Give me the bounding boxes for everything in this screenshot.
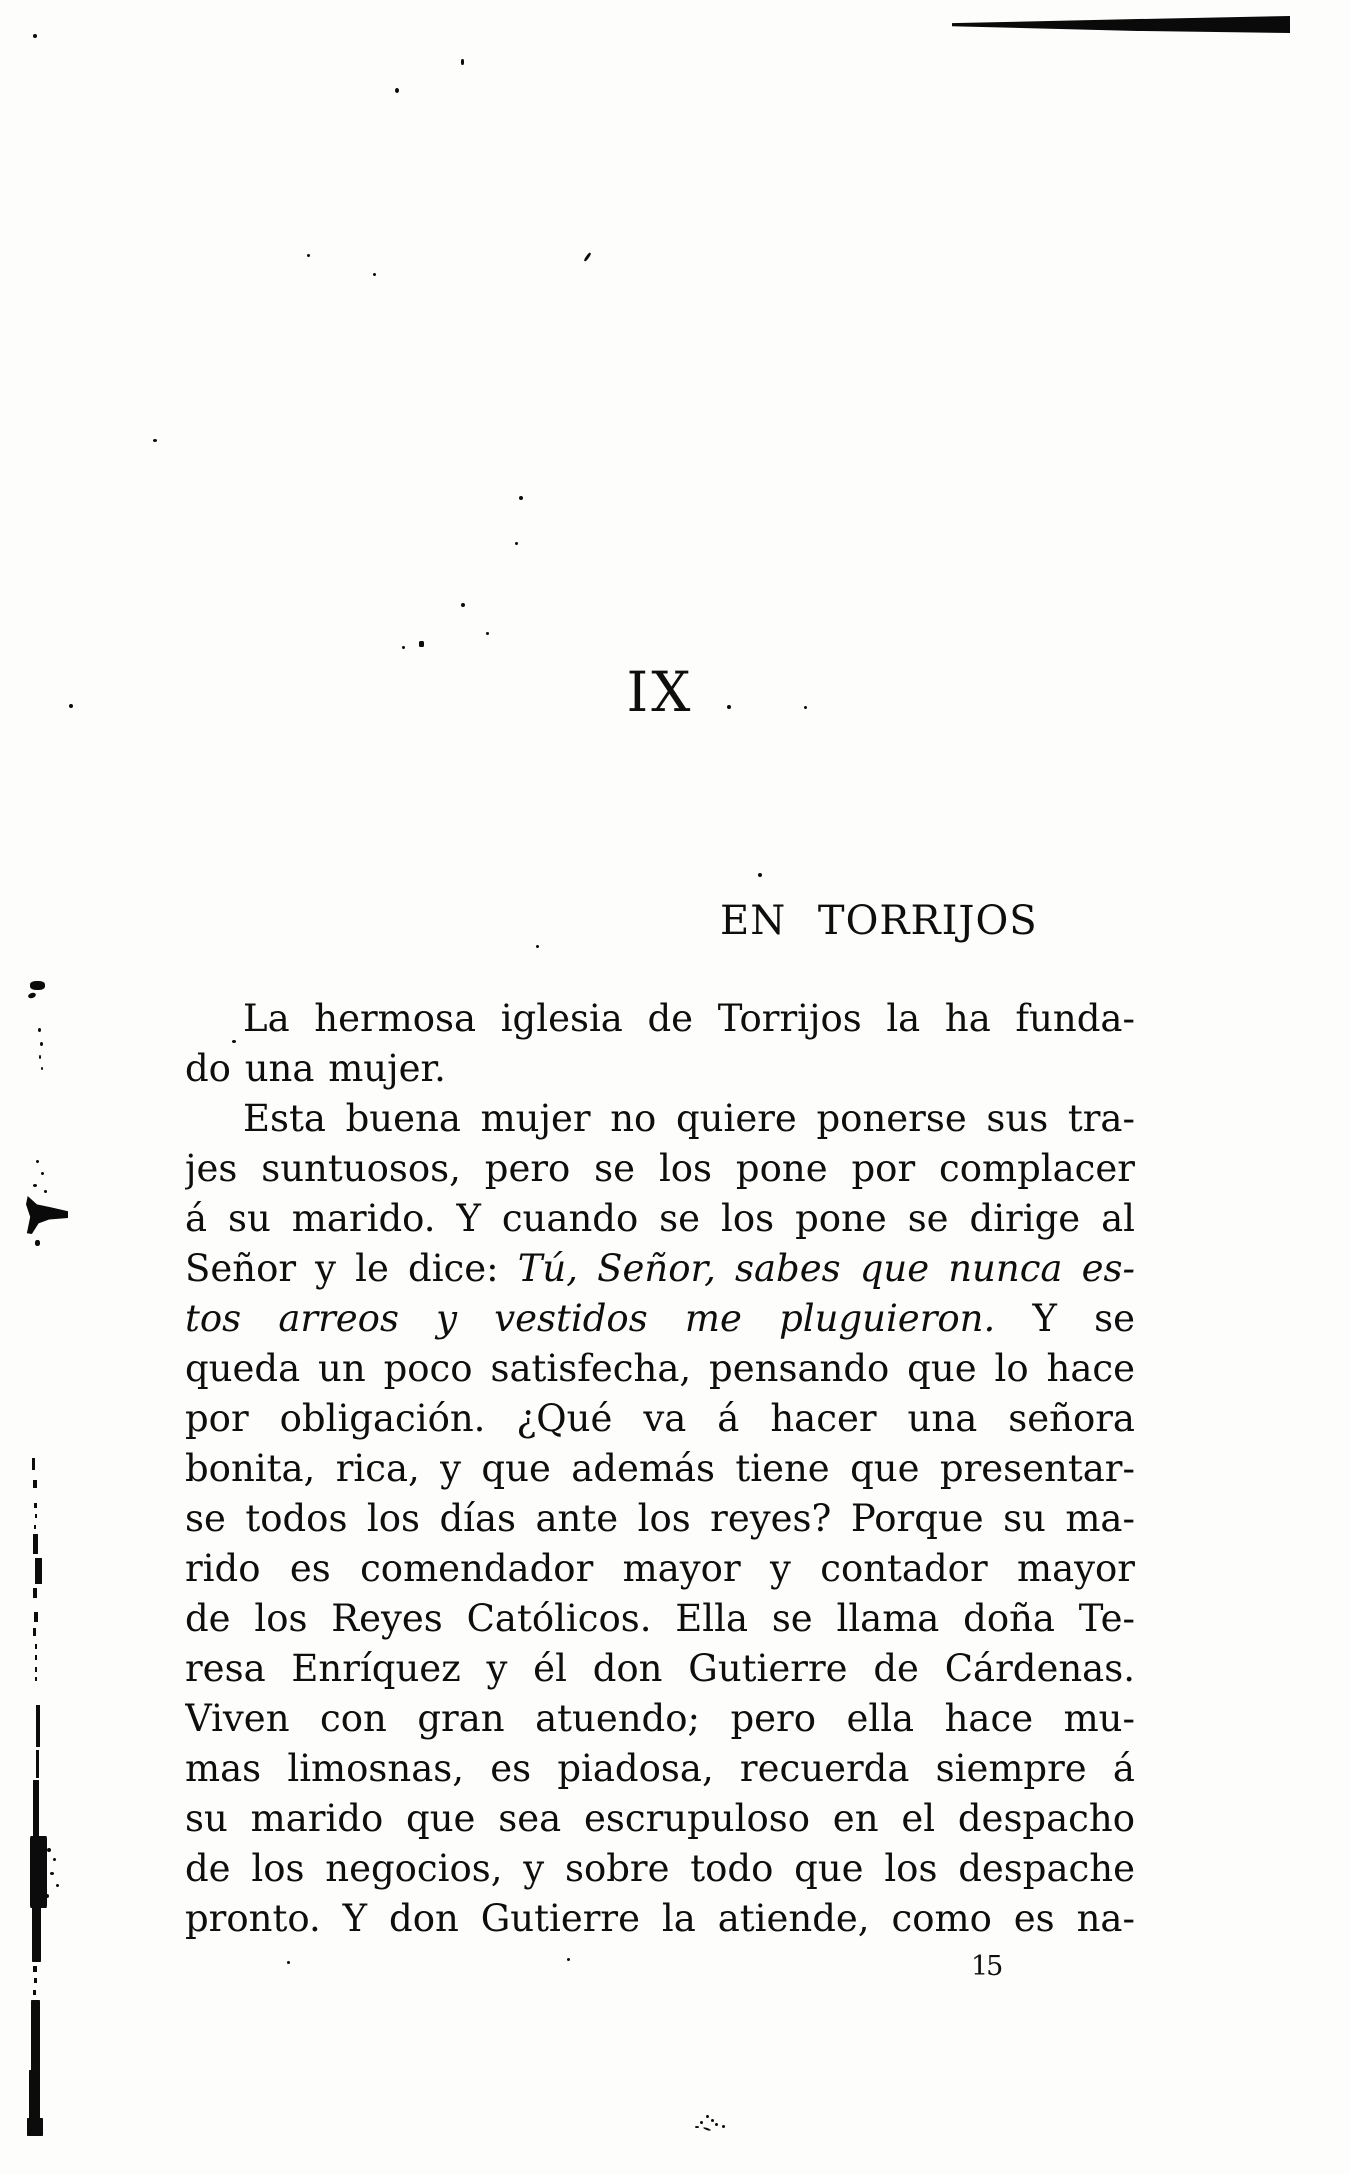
ink-mark — [715, 2123, 718, 2126]
ink-mark — [711, 2119, 714, 2122]
ink-mark — [758, 873, 762, 877]
roman-text: á su marido. Y cuando se los pone se dirige al — [185, 1197, 1135, 1240]
ink-mark — [40, 1042, 43, 1046]
italic-text: Tú, Señor, sabes que nunca es- — [517, 1247, 1135, 1290]
ink-mark — [35, 1514, 37, 1518]
ink-mark — [35, 1644, 37, 1649]
page-number: 15 — [971, 1951, 1002, 1982]
text-block — [185, 994, 1135, 1944]
ink-mark — [33, 1184, 37, 1187]
ink-mark — [695, 2126, 699, 2128]
ink-mark — [700, 2121, 703, 2124]
ink-mark — [307, 254, 310, 257]
text-line — [185, 1544, 1135, 1594]
italic-text: tos arreos y vestidos me pluguieron. — [185, 1297, 996, 1340]
ink-mark — [706, 2115, 709, 2118]
text-line — [185, 1044, 1135, 1094]
ink-mark — [722, 2125, 725, 2128]
section-title: EN TORRIJOS — [720, 898, 1038, 944]
ink-mark — [153, 439, 157, 442]
ink-mark — [33, 1780, 39, 1838]
text-line — [185, 1344, 1135, 1394]
ink-mark — [461, 603, 465, 607]
roman-text: mas limosnas, es piadosa, recuerda siempre á — [185, 1747, 1135, 1790]
ink-mark — [33, 1628, 36, 1636]
ink-mark — [35, 1677, 37, 1681]
ink-mark — [33, 34, 37, 38]
ink-mark — [41, 1172, 44, 1175]
text-line — [185, 1494, 1135, 1544]
ink-mark — [53, 1858, 56, 1861]
ink-mark — [33, 1534, 38, 1554]
text-line — [185, 1794, 1135, 1844]
ink-mark — [33, 1990, 36, 1995]
ink-mark — [419, 641, 424, 647]
roman-text: Y se — [995, 1297, 1135, 1340]
ink-mark — [402, 646, 405, 649]
ink-mark — [35, 1667, 37, 1672]
ink-mark — [39, 1055, 41, 1059]
roman-text: Viven con gran atuendo; pero ella hace mu- — [185, 1697, 1135, 1740]
roman-text: de los negocios, y sobre todo que los despache — [185, 1847, 1135, 1890]
ink-mark — [27, 2118, 43, 2136]
ink-mark — [32, 1906, 41, 1962]
ink-mark — [41, 1067, 43, 1070]
ink-mark — [536, 945, 539, 948]
ink-mark — [35, 1655, 37, 1660]
text-line — [185, 1644, 1135, 1694]
roman-text: por obligación. ¿Qué va á hacer una señora — [185, 1397, 1135, 1440]
ink-mark — [50, 1872, 54, 1875]
ink-mark — [38, 1028, 41, 1032]
ink-mark — [34, 1503, 37, 1508]
ink-mark — [44, 1190, 47, 1193]
roman-text: La hermosa iglesia de Torrijos la ha funda- — [243, 997, 1135, 1040]
text-line — [185, 1694, 1135, 1744]
ink-mark — [56, 1884, 59, 1887]
ink-mark — [35, 1240, 40, 1246]
roman-text: se todos los días ante los reyes? Porque su ma- — [185, 1497, 1135, 1540]
ink-mark — [34, 1978, 37, 1983]
ink-mark — [30, 1836, 47, 1908]
ink-mark — [69, 704, 73, 708]
text-line — [185, 1394, 1135, 1444]
ink-mark — [519, 496, 523, 500]
ink-mark — [34, 1612, 38, 1622]
margin-ink-blob — [26, 1196, 68, 1234]
roman-text: rido es comendador mayor y contador mayor — [185, 1547, 1135, 1590]
chapter-number-heading: IX — [626, 660, 694, 724]
ink-mark — [583, 252, 591, 262]
roman-text: Señor y le dice: — [185, 1247, 518, 1290]
ink-mark — [34, 1525, 36, 1529]
ink-mark — [33, 1966, 37, 1972]
text-line — [185, 994, 1135, 1044]
roman-text: jes suntuosos, pero se los pone por complacer — [185, 1147, 1135, 1190]
roman-text: resa Enríquez y él don Gutierre de Cárdenas. — [185, 1647, 1135, 1690]
ink-mark — [36, 1750, 39, 1778]
ink-mark — [703, 2127, 711, 2132]
ink-mark — [35, 1558, 42, 1584]
text-line — [185, 1594, 1135, 1644]
ink-mark — [36, 1705, 40, 1747]
ink-mark — [31, 2000, 40, 2072]
ink-mark — [29, 2070, 40, 2122]
ink-mark — [461, 59, 464, 65]
text-line — [185, 1844, 1135, 1894]
roman-text: pronto. Y don Gutierre la atiende, como es na- — [185, 1897, 1135, 1940]
ink-mark — [486, 632, 489, 635]
text-line — [185, 1094, 1135, 1144]
ink-mark — [32, 1458, 35, 1470]
ink-mark — [30, 981, 45, 990]
ink-mark — [515, 542, 518, 545]
text-line — [185, 1244, 1135, 1294]
roman-text: do una mujer. — [185, 1047, 446, 1090]
ink-mark — [395, 88, 399, 93]
ink-mark — [567, 1958, 570, 1961]
ink-mark — [33, 1480, 37, 1488]
roman-text: bonita, rica, y que además tiene que presentar- — [185, 1447, 1135, 1490]
ink-mark — [45, 1894, 49, 1898]
text-line — [185, 1194, 1135, 1244]
top-edge-scan-mark — [952, 16, 1290, 33]
ink-mark — [33, 1588, 37, 1598]
ink-mark — [27, 992, 36, 999]
ink-mark — [36, 1160, 39, 1163]
text-line — [185, 1294, 1135, 1344]
text-line — [185, 1894, 1135, 1944]
roman-text: su marido que sea escrupuloso en el despacho — [185, 1797, 1135, 1840]
roman-text: Esta buena mujer no quiere ponerse sus tra- — [243, 1097, 1135, 1140]
text-line — [185, 1744, 1135, 1794]
ink-mark — [373, 273, 376, 276]
roman-text: queda un poco satisfecha, pensando que lo hace — [185, 1347, 1135, 1390]
ink-mark — [287, 1961, 290, 1964]
ink-mark — [47, 1848, 51, 1852]
text-line — [185, 1144, 1135, 1194]
roman-text: de los Reyes Católicos. Ella se llama doña Te- — [185, 1597, 1135, 1640]
text-line — [185, 1444, 1135, 1494]
